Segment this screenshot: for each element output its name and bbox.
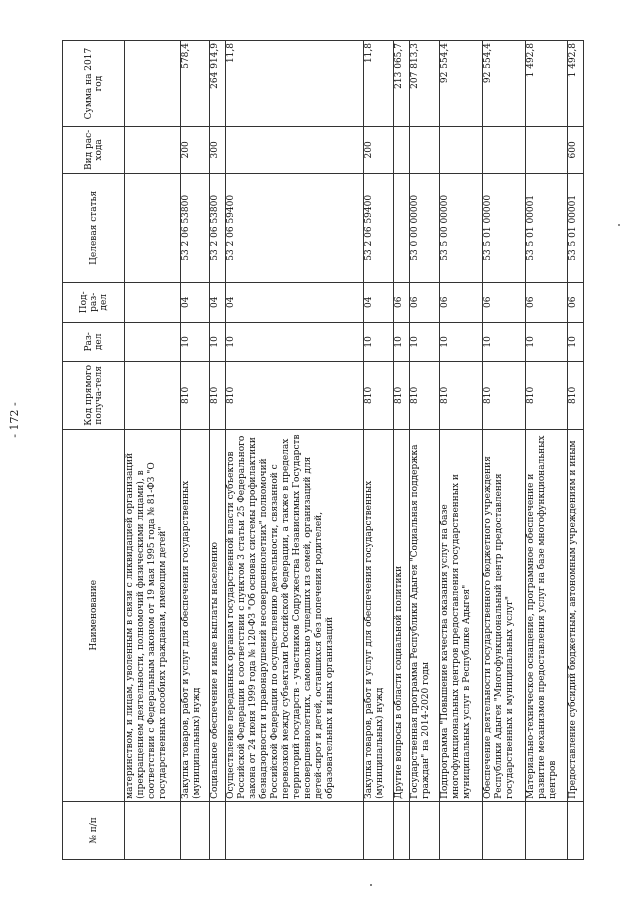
row-target: 53 2 06 59400 bbox=[226, 173, 364, 282]
header-vid: Вид рас-хода bbox=[63, 127, 125, 174]
row-vid bbox=[226, 127, 364, 174]
header-target: Целевая статья bbox=[63, 173, 125, 282]
row-code: 810 bbox=[364, 362, 394, 429]
row-vid bbox=[409, 127, 439, 174]
table-row bbox=[125, 41, 181, 860]
row-code: 810 bbox=[226, 362, 364, 429]
scan-speck bbox=[618, 224, 620, 226]
row-razdel: 10 bbox=[439, 322, 482, 362]
row-podrazdel: 06 bbox=[525, 283, 567, 323]
page-number: - 172 - bbox=[8, 402, 21, 438]
row-target bbox=[393, 173, 409, 282]
table-row bbox=[482, 41, 525, 860]
row-razdel: 10 bbox=[393, 322, 409, 362]
row-razdel: 10 bbox=[409, 322, 439, 362]
rotated-page bbox=[62, 40, 584, 860]
row-code bbox=[125, 362, 181, 429]
row-podrazdel: 04 bbox=[226, 283, 364, 323]
row-razdel: 10 bbox=[525, 322, 567, 362]
row-name: Обеспечение деятельности государственного бюджетного учреждения Республики Адыгея "Многофункциональный центр предоставления государственных и муниципальных услуг" bbox=[482, 429, 525, 801]
header-num: № п/п bbox=[63, 801, 125, 859]
table-row bbox=[180, 41, 210, 860]
row-sum: 264 914,9 bbox=[210, 41, 226, 127]
table-row bbox=[210, 41, 226, 860]
row-vid bbox=[482, 127, 525, 174]
row-target: 53 2 06 53800 bbox=[180, 173, 210, 282]
row-vid: 600 bbox=[567, 127, 583, 174]
row-vid bbox=[525, 127, 567, 174]
row-code: 810 bbox=[439, 362, 482, 429]
row-sum: 578,4 bbox=[180, 41, 210, 127]
header-name: Наименование bbox=[63, 429, 125, 801]
row-target: 53 5 01 00001 bbox=[567, 173, 583, 282]
row-name: материнством, и лицам, уволенным в связи с ликвидацией организаций (прекращением деятельности, полномочий физическими лицами), в соответствии с Федеральным законом от 19 мая 1995 года № 81-ФЗ "О государственных пособиях гражданам, имеющим детей" bbox=[125, 429, 181, 801]
row-razdel: 10 bbox=[567, 322, 583, 362]
row-vid bbox=[439, 127, 482, 174]
row-target: 53 2 06 59400 bbox=[364, 173, 394, 282]
row-podrazdel: 06 bbox=[409, 283, 439, 323]
row-podrazdel: 04 bbox=[180, 283, 210, 323]
row-podrazdel: 06 bbox=[393, 283, 409, 323]
row-sum: 213 065,7 bbox=[393, 41, 409, 127]
row-code: 810 bbox=[180, 362, 210, 429]
row-target: 53 5 00 00000 bbox=[439, 173, 482, 282]
row-name: Закупка товаров, работ и услуг для обеспечения государственных (муниципальных) нужд bbox=[364, 429, 394, 801]
row-sum: 92 554,4 bbox=[439, 41, 482, 127]
row-sum: 1 492,8 bbox=[525, 41, 567, 127]
table-row bbox=[393, 41, 409, 860]
row-code: 810 bbox=[393, 362, 409, 429]
row-razdel: 10 bbox=[482, 322, 525, 362]
row-name: Другие вопросы в области социальной политики bbox=[393, 429, 409, 801]
row-razdel: 10 bbox=[226, 322, 364, 362]
table-row bbox=[525, 41, 567, 860]
row-name: Закупка товаров, работ и услуг для обеспечения государственных (муниципальных) нужд bbox=[180, 429, 210, 801]
row-name: Предоставление субсидий бюджетным, автономным учреждениям и иным bbox=[567, 429, 583, 801]
row-code: 810 bbox=[525, 362, 567, 429]
row-name: Социальное обеспечение и иные выплаты населению bbox=[210, 429, 226, 801]
header-razdel: Раз-дел bbox=[63, 322, 125, 362]
header-podrazdel: Под-раз-дел bbox=[63, 283, 125, 323]
row-sum: 92 554,4 bbox=[482, 41, 525, 127]
row-vid: 300 bbox=[210, 127, 226, 174]
table-row bbox=[567, 41, 583, 860]
header-sum: Сумма на 2017 год bbox=[63, 41, 125, 127]
row-vid bbox=[393, 127, 409, 174]
row-vid: 200 bbox=[364, 127, 394, 174]
row-target: 53 2 06 53800 bbox=[210, 173, 226, 282]
table-row bbox=[409, 41, 439, 860]
row-sum: 1 492,8 bbox=[567, 41, 583, 127]
row-name: Государственная программа Республики Адыгея "Социальная поддержка граждан" на 2014-2020 годы bbox=[409, 429, 439, 801]
row-code: 810 bbox=[210, 362, 226, 429]
row-podrazdel bbox=[125, 283, 181, 323]
row-target: 53 5 01 00001 bbox=[525, 173, 567, 282]
row-sum: 207 813,3 bbox=[409, 41, 439, 127]
row-podrazdel: 04 bbox=[364, 283, 394, 323]
budget-table bbox=[62, 40, 584, 860]
header-code: Код прямого получа-теля bbox=[63, 362, 125, 429]
table-row bbox=[439, 41, 482, 860]
row-target: 53 0 00 00000 bbox=[409, 173, 439, 282]
row-name: Материально-техническое оснащение, программное обеспечение и развитие механизмов предоставления услуг на базе многофункциональных центров bbox=[525, 429, 567, 801]
row-podrazdel: 04 bbox=[210, 283, 226, 323]
row-razdel: 10 bbox=[180, 322, 210, 362]
row-name: Подпрограмма "Повышение качества оказания услуг на базе многофункциональных центров предоставления государственных и муниципальных услуг в Республике Адыгея" bbox=[439, 429, 482, 801]
row-podrazdel: 06 bbox=[439, 283, 482, 323]
row-razdel: 10 bbox=[210, 322, 226, 362]
row-sum bbox=[125, 41, 181, 127]
row-code: 810 bbox=[482, 362, 525, 429]
row-target bbox=[125, 173, 181, 282]
row-podrazdel: 06 bbox=[482, 283, 525, 323]
row-vid: 200 bbox=[180, 127, 210, 174]
row-razdel bbox=[125, 322, 181, 362]
table-row bbox=[226, 41, 364, 860]
row-code: 810 bbox=[409, 362, 439, 429]
row-sum: 11,8 bbox=[226, 41, 364, 127]
table-row bbox=[364, 41, 394, 860]
scan-speck bbox=[370, 884, 372, 886]
row-podrazdel: 06 bbox=[567, 283, 583, 323]
row-target: 53 5 01 00000 bbox=[482, 173, 525, 282]
row-code: 810 bbox=[567, 362, 583, 429]
row-sum: 11,8 bbox=[364, 41, 394, 127]
table-header-row bbox=[63, 41, 125, 860]
row-razdel: 10 bbox=[364, 322, 394, 362]
row-vid bbox=[125, 127, 181, 174]
row-name: Осуществление переданных органам государственной власти субъектов Российской Федерации в соответствии с пунктом 3 статьи 25 Федерального закона от 24 июня 1999 года № 120-ФЗ "Об основах системы профилактики безнадзорности и правонарушений несовершеннолетних" полномочий Российской Федерации по осуществлению деятельности, связанной с перевозкой между субъектами Российской Федерации, а также в пределах территорий государств - участников Содружества Независимых Государств несовершеннолетних, самовольно ушедших из семей, организаций для детей-сирот и детей, оставшихся без попечения родителей, образовательных и иных организаций bbox=[226, 429, 364, 801]
